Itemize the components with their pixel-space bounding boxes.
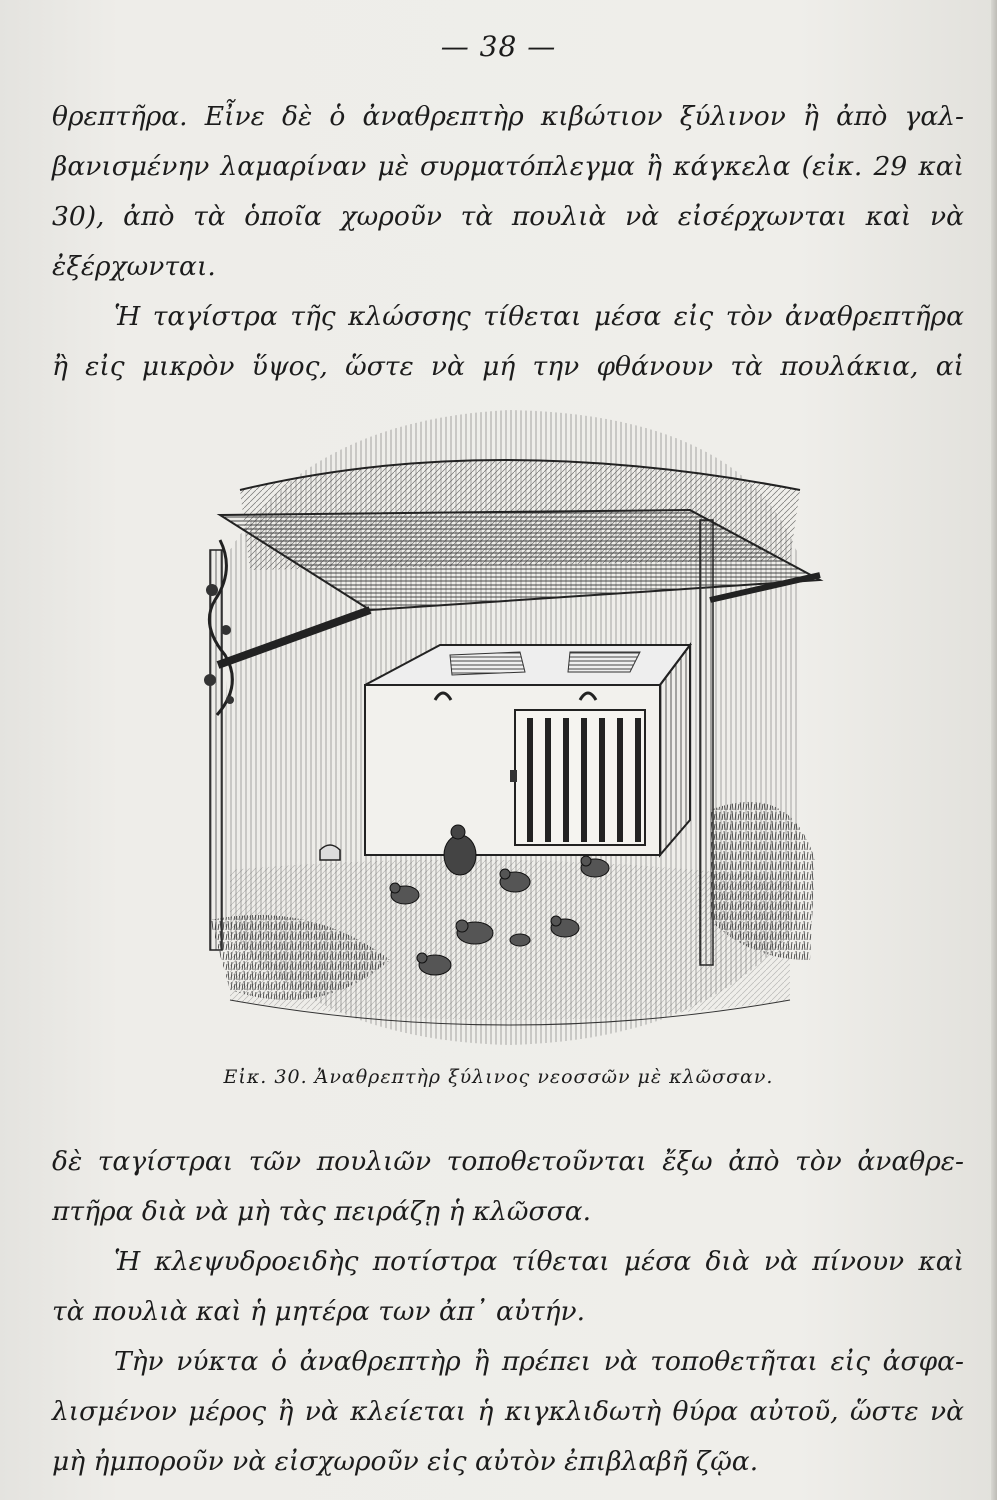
bottom-paragraphs xyxy=(52,1137,964,1487)
brooder-illustration xyxy=(190,400,830,1055)
page-edge xyxy=(991,0,997,1500)
top-paragraphs xyxy=(52,92,964,392)
feeder xyxy=(320,845,340,860)
door-bars xyxy=(530,718,638,842)
page-number: — 38 — xyxy=(440,30,557,63)
text-line: λισμένον μέρος ἢ νὰ κλείεται ἡ κιγκλιδωτὴ θύρα αὐτοῦ, ὥστε νὰ xyxy=(52,1396,964,1427)
barred-door xyxy=(515,710,645,845)
text-line: θρεπτῆρα. Εἶνε δὲ ὁ ἀναθρεπτὴρ κιβώτιον ξύλινον ἢ ἀπὸ γαλ- xyxy=(52,101,964,132)
text-line: ἐξέρχωνται. xyxy=(52,251,216,282)
text-line: βανισμένην λαμαρίναν μὲ συρματόπλεγμα ἢ κάγκελα (εἰκ. 29 καὶ xyxy=(52,151,964,182)
text-line: Ἡ ταγίστρα τῆς κλώσσης τίθεται μέσα εἰς τὸν ἀναθρεπτῆρα xyxy=(114,301,964,332)
text-line: μὴ ἠμποροῦν νὰ εἰσχωροῦν εἰς αὐτὸν ἐπιβλαβῆ ζῷα. xyxy=(52,1446,759,1477)
text-line: ἢ εἰς μικρὸν ὕψος, ὥστε νὰ μή την φθάνουν τὰ πουλάκια, αἱ xyxy=(52,351,964,382)
text-line: 30), ἀπὸ τὰ ὁποῖα χωροῦν τὰ πουλιὰ νὰ εἰσέρχωνται καὶ νὰ xyxy=(52,201,964,232)
text-line: Ἡ κλεψυδροειδὴς ποτίστρα τίθεται μέσα διὰ νὰ πίνουν καὶ xyxy=(114,1246,964,1277)
figure-caption: Εἰκ. 30. Ἀναθρεπτὴρ ξύλινος νεοσσῶν μὲ κλῶσσαν. xyxy=(223,1066,774,1088)
text-line: δὲ ταγίστραι τῶν πουλιῶν τοποθετοῦνται ἔξω ἀπὸ τὸν ἀναθρε- xyxy=(52,1146,964,1177)
text-line: τὰ πουλιὰ καὶ ἡ μητέρα των ἀπ᾽ αὐτήν. xyxy=(52,1296,586,1327)
text-line: Τὴν νύκτα ὁ ἀναθρεπτὴρ ἢ πρέπει νὰ τοποθετῆται εἰς ἀσφα- xyxy=(114,1346,964,1377)
text-line: πτῆρα διὰ νὰ μὴ τὰς πειράζῃ ἡ κλῶσσα. xyxy=(52,1196,592,1227)
